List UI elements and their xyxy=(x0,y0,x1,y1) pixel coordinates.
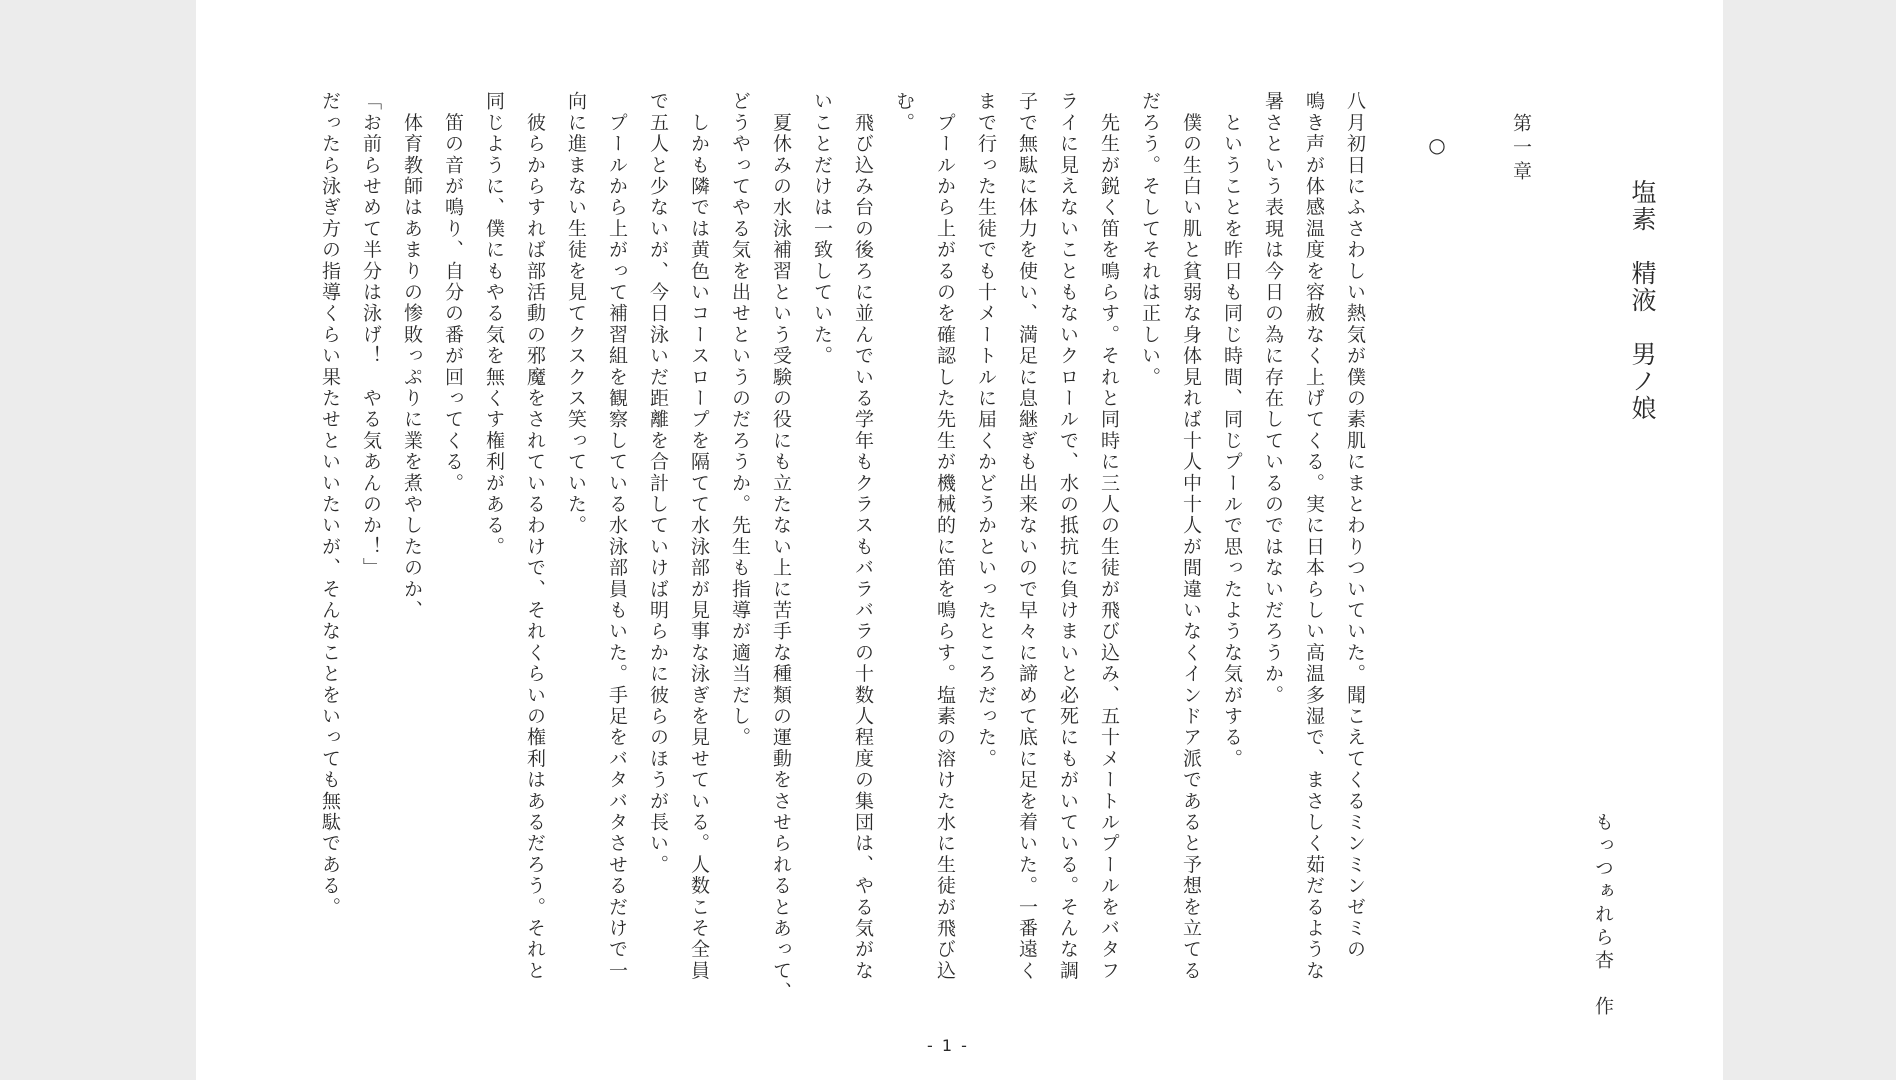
section-mark: ○ xyxy=(1425,133,1449,157)
text-line: ということを昨日も同じ時間、同じプールで思ったような気がする。 xyxy=(1221,91,1243,770)
chapter-heading: 第一章 xyxy=(1510,113,1532,185)
text-line: どうやってやる気を出せというのだろうか。先生も指導が適当だし。 xyxy=(729,91,751,749)
text-line: 笛の音が鳴り、自分の番が回ってくる。 xyxy=(442,91,464,494)
text-line: だろう。そしてそれは正しい。 xyxy=(1139,91,1161,388)
text-line: 八月初日にふさわしい熱気が僕の素肌にまとわりついていた。聞こえてくるミンミンゼミの xyxy=(1344,91,1366,961)
document-title: 塩素 精液 男ノ娘 xyxy=(1628,179,1657,422)
text-line: 「お前らせめて半分は泳げ！ やる気あんのか！」 xyxy=(360,91,382,579)
page-number: - 1 - xyxy=(927,1036,969,1055)
text-line: まで行った生徒でも十メートルに届くかどうかといったところだった。 xyxy=(975,91,997,770)
text-line: いことだけは一致していた。 xyxy=(811,91,833,367)
body-text xyxy=(309,91,1375,1071)
text-line: 暑さという表現は今日の為に存在しているのではないだろうか。 xyxy=(1262,91,1284,706)
text-line: ライに見えないこともないクロールで、水の抵抗に負けまいと必死にもがいている。そんな調 xyxy=(1057,91,1079,982)
text-line: 子で無駄に体力を使い、満足に息継ぎも出来ないので早々に諦めて底に足を着いた。一番遠く xyxy=(1016,91,1038,982)
text-line: 鳴き声が体感温度を容赦なく上げてくる。実に日本らしい高温多湿で、まさしく茹だるような xyxy=(1303,91,1325,982)
text-line: 先生が鋭く笛を鳴らす。それと同時に三人の生徒が飛び込み、五十メートルプールをバタフ xyxy=(1098,91,1120,982)
text-line: しかも隣では黄色いコースロープを隔てて水泳部が見事な泳ぎを見せている。人数こそ全員 xyxy=(688,91,710,982)
text-line: 夏休みの水泳補習という受験の役にも立たない上に苦手な種類の運動をさせられるとあって、 xyxy=(770,91,792,1003)
text-line: で五人と少ないが、今日泳いだ距離を合計していけば明らかに彼らのほうが長い。 xyxy=(647,91,669,876)
text-line: 彼らからすれば部活動の邪魔をされているわけで、それくらいの権利はあるだろう。それと xyxy=(524,91,546,982)
text-line: 飛び込み台の後ろに並んでいる学年もクラスもバラバラの十数人程度の集団は、やる気がな xyxy=(852,91,874,982)
text-line: 同じように、僕にもやる気を無くす権利がある。 xyxy=(483,91,505,558)
text-line: だったら泳ぎ方の指導くらい果たせといいたいが、そんなことをいっても無駄である。 xyxy=(319,91,341,918)
text-line: プールから上がって補習組を観察している水泳部員もいた。手足をバタバタさせるだけで一 xyxy=(606,91,628,982)
author-byline: もっつぁれら杏 作 xyxy=(1592,812,1614,1019)
text-line: プールから上がるのを確認した先生が機械的に笛を鳴らす。塩素の溶けた水に生徒が飛び込 xyxy=(934,91,956,982)
text-line: 僕の生白い肌と貧弱な身体見れば十人中十人が間違いなくインドア派であると予想を立てる xyxy=(1180,91,1202,982)
text-line: 向に進まない生徒を見てクスクス笑っていた。 xyxy=(565,91,587,537)
text-line: 体育教師はあまりの惨敗っぷりに業を煮やしたのか、 xyxy=(401,91,423,621)
text-line: む。 xyxy=(893,91,915,134)
